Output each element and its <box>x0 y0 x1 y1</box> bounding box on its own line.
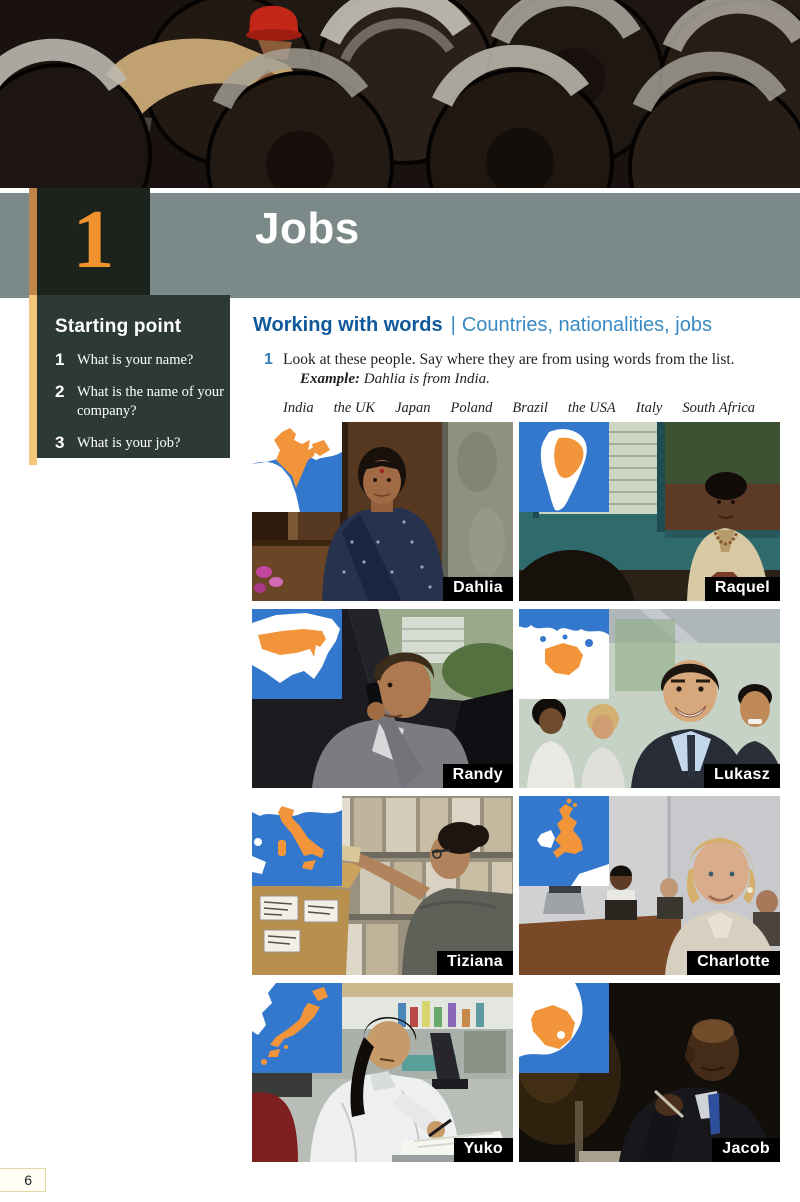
photo-card-yuko <box>252 983 513 1162</box>
word-list-item: Poland <box>450 400 493 416</box>
example-text: Dahlia is from India. <box>363 371 490 387</box>
map-inset-japan <box>252 983 342 1073</box>
nameplate: Dahlia <box>443 577 513 601</box>
unit-number: 1 <box>72 192 115 286</box>
item-number: 2 <box>55 382 65 401</box>
unit-title: Jobs <box>255 204 360 253</box>
map-inset-italy <box>252 796 342 886</box>
exercise-instruction: Look at these people. Say where they are from using words from the list. <box>283 351 735 368</box>
starting-point-item <box>55 434 230 453</box>
accent-stripe-bottom <box>29 295 37 465</box>
word-list <box>283 400 784 417</box>
nameplate: Tiziana <box>437 951 513 975</box>
nameplate: Lukasz <box>704 764 780 788</box>
word-list-item: Japan <box>395 400 431 416</box>
item-question: What is the name of your company? <box>77 384 224 419</box>
photo-card-lukasz <box>519 609 780 788</box>
map-inset-india <box>252 422 342 512</box>
word-list-item: South Africa <box>682 400 756 416</box>
section-title: Working with words <box>253 314 443 336</box>
item-number: 1 <box>55 350 65 369</box>
item-question: What is your job? <box>77 435 181 451</box>
map-inset-south-africa <box>519 983 609 1073</box>
photo-card-raquel <box>519 422 780 601</box>
item-question: What is your name? <box>77 352 194 368</box>
unit-number-box <box>37 188 150 295</box>
section-subtitle: Countries, nationalities, jobs <box>461 314 712 336</box>
starting-point-item <box>55 351 230 370</box>
starting-point-title: Starting point <box>55 316 182 337</box>
banner-photo-steel-coils <box>0 0 800 188</box>
nameplate: Jacob <box>712 1138 780 1162</box>
starting-point-panel <box>37 295 230 458</box>
map-inset-brazil <box>519 422 609 512</box>
map-inset-usa <box>252 609 342 699</box>
word-list-item: India <box>283 400 314 416</box>
map-inset-poland <box>519 609 609 699</box>
starting-point-item <box>55 383 230 421</box>
page-number: 6 <box>24 1172 32 1188</box>
nameplate: Charlotte <box>687 951 780 975</box>
map-inset-uk <box>519 796 609 886</box>
page-number-tab <box>0 1168 46 1192</box>
word-list-item: Italy <box>635 400 663 416</box>
nameplate: Randy <box>443 764 513 788</box>
photo-card-jacob <box>519 983 780 1162</box>
word-list-item: the UK <box>333 400 376 416</box>
photo-card-dahlia <box>252 422 513 601</box>
word-list-item: Brazil <box>512 400 548 416</box>
photo-card-randy <box>252 609 513 788</box>
exercise-example <box>300 371 784 388</box>
word-list-item: the USA <box>567 400 616 416</box>
exercise-1 <box>264 350 784 417</box>
item-number: 3 <box>55 433 65 452</box>
people-photo-grid <box>252 422 780 1162</box>
nameplate: Yuko <box>454 1138 513 1162</box>
accent-stripe-top <box>29 188 37 295</box>
steel-coils-illustration <box>0 0 800 188</box>
nameplate: Raquel <box>705 577 780 601</box>
exercise-number: 1 <box>264 351 273 368</box>
section-separator: | <box>450 314 456 336</box>
photo-card-tiziana <box>252 796 513 975</box>
photo-card-charlotte <box>519 796 780 975</box>
example-label: Example: <box>300 371 360 387</box>
section-heading <box>253 314 712 337</box>
